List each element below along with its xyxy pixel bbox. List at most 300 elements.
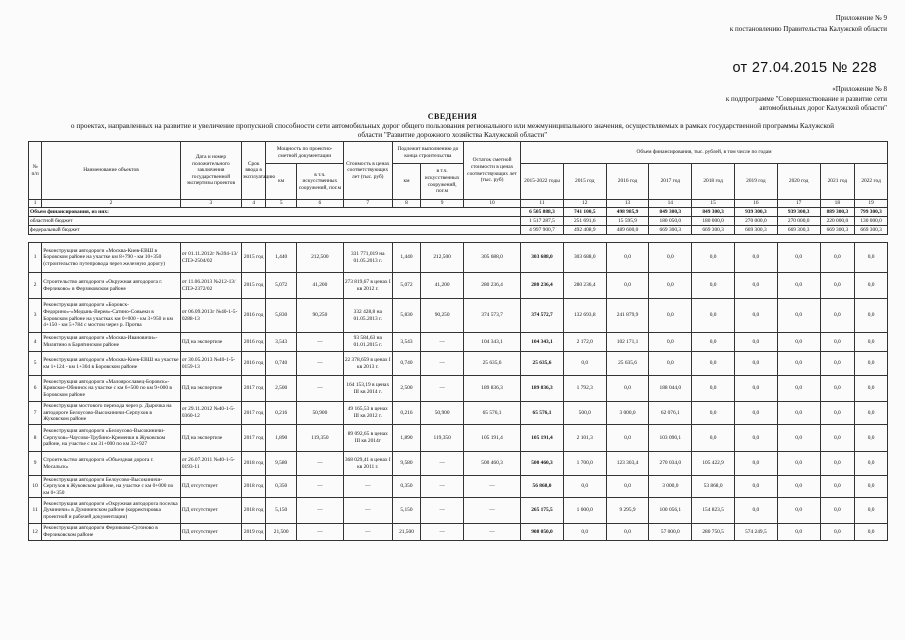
year-value: 0,0 bbox=[820, 376, 855, 402]
term-cell: 2017 год bbox=[241, 376, 265, 402]
year-value: 1 792,3 bbox=[563, 376, 606, 402]
column-index-cell: 13 bbox=[606, 200, 649, 208]
rest-cost: 374 573,7 bbox=[464, 299, 521, 333]
col-rest: Остаток сметной стоимости в ценах соответствующих лет (тыс. руб) bbox=[464, 142, 521, 200]
todo-km: 1,440 bbox=[392, 243, 421, 273]
summary-value: 741 100,5 bbox=[563, 208, 606, 217]
object-name: Реконструкция автодороги Белоусово-Высокиничи-Серпухов в Жуковском районе, на участке с км 0+000 по км 0+350 bbox=[42, 476, 181, 498]
summary-value: 939 300,3 bbox=[777, 208, 820, 217]
year-value: 280 236,4 bbox=[563, 273, 606, 299]
power-km: 5,150 bbox=[266, 498, 297, 524]
year-value: 0,0 bbox=[734, 299, 777, 333]
power-art: — bbox=[296, 376, 343, 402]
expertise-ref: от 30.05.2013 №40-1-5-0159-13 bbox=[180, 352, 241, 376]
total-financing: 303 688,0 bbox=[521, 243, 564, 273]
object-name: Реконструкция автодороги «Москва-Киев-ЕВШ в Боровском районе на участке км 8+790 - км 10+350 (строительство путепровода через железную дорогу) bbox=[42, 243, 181, 273]
year-value: 132 693,8 bbox=[563, 299, 606, 333]
row-number: 3 bbox=[29, 299, 42, 333]
col-year: 2022 год bbox=[855, 164, 888, 200]
year-value: 270 034,0 bbox=[649, 452, 692, 476]
cost-cell: 332 428,8 на 01.05.2013 г. bbox=[343, 299, 392, 333]
year-value: 0,0 bbox=[563, 476, 606, 498]
year-value: 0,0 bbox=[820, 352, 855, 376]
power-km: 5,072 bbox=[266, 273, 297, 299]
year-value: 0,0 bbox=[734, 243, 777, 273]
expertise-ref: ПД отсутствует bbox=[180, 498, 241, 524]
todo-km: 2,500 bbox=[392, 376, 421, 402]
todo-km: 3,543 bbox=[392, 333, 421, 352]
todo-art: 212,500 bbox=[421, 243, 464, 273]
todo-art: 41,200 bbox=[421, 273, 464, 299]
row-number: 11 bbox=[29, 498, 42, 524]
year-value: 0,0 bbox=[692, 299, 735, 333]
todo-art: — bbox=[421, 476, 464, 498]
year-value: 0,0 bbox=[820, 452, 855, 476]
year-value: 0,0 bbox=[855, 352, 888, 376]
summary-value: 270 000,0 bbox=[777, 217, 820, 226]
year-value: 0,0 bbox=[820, 498, 855, 524]
col-year: 2019 год bbox=[734, 164, 777, 200]
year-value: 0,0 bbox=[563, 352, 606, 376]
cost-cell: 273 819,67 в ценах I кв 2012 г. bbox=[343, 273, 392, 299]
term-cell: 2016 год bbox=[241, 333, 265, 352]
summary-value: 498 985,9 bbox=[606, 208, 649, 217]
column-index-cell: 14 bbox=[649, 200, 692, 208]
year-value: 0,0 bbox=[820, 243, 855, 273]
year-value: 0,0 bbox=[855, 243, 888, 273]
row-number: 12 bbox=[29, 524, 42, 541]
year-value: 0,0 bbox=[606, 476, 649, 498]
year-value: 0,0 bbox=[692, 425, 735, 452]
cost-cell: 22 378,659 в ценах I кв 2013 г. bbox=[343, 352, 392, 376]
year-value: 0,0 bbox=[855, 333, 888, 352]
summary-row bbox=[29, 226, 888, 235]
year-value: 0,0 bbox=[606, 524, 649, 541]
year-value: 0,0 bbox=[606, 273, 649, 299]
col-year: 2020 год bbox=[777, 164, 820, 200]
year-value: 100 056,1 bbox=[649, 498, 692, 524]
row-number: 6 bbox=[29, 376, 42, 402]
object-name: Реконструкция автодороги «Москва-Ивановичи»-Милятино в Барятинском районе bbox=[42, 333, 181, 352]
col-power-km: км bbox=[266, 164, 297, 200]
year-value: 57 000,0 bbox=[649, 524, 692, 541]
row-number: 4 bbox=[29, 333, 42, 352]
object-name: Реконструкция автодороги Ферзиково-Сугоново в Ферзиковском районе bbox=[42, 524, 181, 541]
total-financing: 265 175,5 bbox=[521, 498, 564, 524]
row-number: 1 bbox=[29, 243, 42, 273]
summary-value: 669 300,3 bbox=[692, 226, 735, 235]
year-value: 0,0 bbox=[855, 402, 888, 425]
year-value: 0,0 bbox=[820, 524, 855, 541]
summary-label: Объем финансирования, из них: bbox=[29, 208, 521, 217]
term-cell: 2017 год bbox=[241, 425, 265, 452]
power-art: 41,200 bbox=[296, 273, 343, 299]
year-value: 0,0 bbox=[855, 273, 888, 299]
project-row bbox=[29, 498, 888, 524]
year-value: 3 000,0 bbox=[606, 402, 649, 425]
year-value: 0,0 bbox=[563, 524, 606, 541]
summary-value: 799 300,3 bbox=[855, 208, 888, 217]
total-financing: 374 572,7 bbox=[521, 299, 564, 333]
year-value: 1 700,0 bbox=[563, 452, 606, 476]
year-value: 0,0 bbox=[734, 452, 777, 476]
todo-km: 5,830 bbox=[392, 299, 421, 333]
year-value: 0,0 bbox=[855, 425, 888, 452]
year-value: 0,0 bbox=[649, 299, 692, 333]
total-financing: 189 836,3 bbox=[521, 376, 564, 402]
year-value: 188 044,0 bbox=[649, 376, 692, 402]
col-cost: Стоимость в ценах соответствующих лет (тыс. руб) bbox=[343, 142, 392, 200]
year-value: 2 172,0 bbox=[563, 333, 606, 352]
year-value: 1 000,0 bbox=[563, 498, 606, 524]
rest-cost: 25 635,6 bbox=[464, 352, 521, 376]
year-value: 0,0 bbox=[820, 402, 855, 425]
term-cell: 2018 год bbox=[241, 498, 265, 524]
row-number: 5 bbox=[29, 352, 42, 376]
year-value: 0,0 bbox=[777, 273, 820, 299]
col-year: 2018 год bbox=[692, 164, 735, 200]
year-value: 0,0 bbox=[777, 299, 820, 333]
year-value: 0,0 bbox=[855, 476, 888, 498]
summary-value: 669 300,3 bbox=[734, 226, 777, 235]
rest-cost: 500 460,3 bbox=[464, 452, 521, 476]
year-value: 0,0 bbox=[777, 425, 820, 452]
object-name: Строительство автодороги «Объездная дорога г. Мосальск» bbox=[42, 452, 181, 476]
expertise-ref: ПД на экспертизе bbox=[180, 425, 241, 452]
project-row bbox=[29, 524, 888, 541]
column-index-cell: 16 bbox=[734, 200, 777, 208]
summary-value: 669 300,3 bbox=[855, 226, 888, 235]
summary-value: 889 300,3 bbox=[820, 208, 855, 217]
column-index-cell: 4 bbox=[241, 200, 265, 208]
project-row bbox=[29, 299, 888, 333]
power-km: 9,580 bbox=[266, 452, 297, 476]
rest-cost: 305 688,0 bbox=[464, 243, 521, 273]
year-value: 0,0 bbox=[777, 333, 820, 352]
column-index-cell: 6 bbox=[296, 200, 343, 208]
term-cell: 2018 год bbox=[241, 476, 265, 498]
project-row bbox=[29, 273, 888, 299]
rest-cost: — bbox=[464, 524, 521, 541]
year-value: 0,0 bbox=[734, 273, 777, 299]
column-index-cell: 15 bbox=[692, 200, 735, 208]
column-index-cell: 5 bbox=[266, 200, 297, 208]
year-value: 0,0 bbox=[734, 425, 777, 452]
year-value: 574 249,5 bbox=[734, 524, 777, 541]
todo-art: — bbox=[421, 498, 464, 524]
summary-value: 939 300,3 bbox=[734, 208, 777, 217]
year-value: 0,0 bbox=[734, 402, 777, 425]
year-value: 0,0 bbox=[734, 333, 777, 352]
year-value: 2 101,3 bbox=[563, 425, 606, 452]
doc-heading: СВЕДЕНИЯ bbox=[427, 112, 478, 121]
appendix-label: Приложение № 9 bbox=[835, 14, 887, 22]
total-financing: 56 868,0 bbox=[521, 476, 564, 498]
power-art: — bbox=[296, 452, 343, 476]
todo-km: 0,216 bbox=[392, 402, 421, 425]
cost-cell: — bbox=[343, 524, 392, 541]
expertise-ref: от 26.07.2011 №40-1-5-0193-11 bbox=[180, 452, 241, 476]
program-line2: автомобильных дорог Калужской области" bbox=[759, 104, 887, 112]
program-line1: к подпрограмме "Совершенствование и развитие сети bbox=[725, 95, 887, 103]
year-value: 0,0 bbox=[855, 299, 888, 333]
col-year: 2016 год bbox=[606, 164, 649, 200]
col-num: № п/п bbox=[29, 142, 42, 200]
cost-cell: 93 584,63 на 01.01.2015 г. bbox=[343, 333, 392, 352]
column-index-cell: 8 bbox=[392, 200, 421, 208]
expertise-ref: ПД отсутствует bbox=[180, 524, 241, 541]
summary-value: 15 595,9 bbox=[606, 217, 649, 226]
power-km: 0,350 bbox=[266, 476, 297, 498]
year-value: 154 823,5 bbox=[692, 498, 735, 524]
summary-row bbox=[29, 208, 888, 217]
year-value: 241 879,9 bbox=[606, 299, 649, 333]
year-value: 0,0 bbox=[777, 402, 820, 425]
col-year: 2015 год bbox=[563, 164, 606, 200]
col-todo: Подлежит выполнению до конца строительства bbox=[392, 142, 463, 164]
summary-value: 492 408,9 bbox=[563, 226, 606, 235]
rest-cost: 189 836,3 bbox=[464, 376, 521, 402]
summary-value: 220 000,0 bbox=[820, 217, 855, 226]
object-name: Реконструкция автодороги «Белоусово-Высокиничи-Серпухов»-Чаусово-Трубино-Кременки в Жуковском районе, на участке с км 31+000 по км 32+927 bbox=[42, 425, 181, 452]
year-value: 0,0 bbox=[855, 498, 888, 524]
year-value: 0,0 bbox=[777, 452, 820, 476]
object-name: Реконструкция мостового перехода через р. Дырочка на автодороге Белоусово-Высокиничи-Серпухов в Жуковском районе bbox=[42, 402, 181, 425]
year-value: 0,0 bbox=[692, 352, 735, 376]
term-cell: 2018 год bbox=[241, 452, 265, 476]
year-value: 500,0 bbox=[563, 402, 606, 425]
expertise-ref: ПД отсутствует bbox=[180, 476, 241, 498]
todo-km: 0,740 bbox=[392, 352, 421, 376]
col-todo-art: в т.ч. искусственных сооружений, пог.м bbox=[421, 164, 464, 200]
column-index-cell: 18 bbox=[820, 200, 855, 208]
project-row bbox=[29, 376, 888, 402]
power-art: — bbox=[296, 524, 343, 541]
todo-art: — bbox=[421, 524, 464, 541]
power-km: 1,440 bbox=[266, 243, 297, 273]
year-value: 62 076,1 bbox=[649, 402, 692, 425]
summary-value: 849 300,3 bbox=[692, 208, 735, 217]
todo-km: 21,500 bbox=[392, 524, 421, 541]
col-power-art: в т.ч. искусственных сооружений, пог.м bbox=[296, 164, 343, 200]
spacer-row bbox=[29, 235, 888, 243]
year-value: 0,0 bbox=[606, 376, 649, 402]
year-value: 0,0 bbox=[734, 376, 777, 402]
object-name: Реконструкция автодороги «Окружная автодорога поселка Думиничи» в Думиничском районе (корректировка проектной и рабочей документации) bbox=[42, 498, 181, 524]
col-total: 2015-2022 годы bbox=[521, 164, 564, 200]
power-art: 90,250 bbox=[296, 299, 343, 333]
column-index-cell: 3 bbox=[180, 200, 241, 208]
expertise-ref: от 29.11.2012 №40-1-5-0360-12 bbox=[180, 402, 241, 425]
column-index-cell: 9 bbox=[421, 200, 464, 208]
total-financing: 908 050,0 bbox=[521, 524, 564, 541]
col-financing: Объем финансирования, тыс. рублей, в том числе по годам bbox=[521, 142, 888, 164]
total-financing: 65 576,1 bbox=[521, 402, 564, 425]
total-financing: 104 343,1 bbox=[521, 333, 564, 352]
summary-value: 669 300,3 bbox=[649, 226, 692, 235]
rest-cost: 104 343,1 bbox=[464, 333, 521, 352]
year-value: 9 295,9 bbox=[606, 498, 649, 524]
column-index-cell: 12 bbox=[563, 200, 606, 208]
expertise-ref: от 01.11.2012г №394-13/СПЭ-2504/02 bbox=[180, 243, 241, 273]
column-index-cell: 7 bbox=[343, 200, 392, 208]
summary-value: 180 000,0 bbox=[692, 217, 735, 226]
power-km: 1,890 bbox=[266, 425, 297, 452]
col-todo-km: км bbox=[392, 164, 421, 200]
rest-cost: — bbox=[464, 476, 521, 498]
todo-art: 50,900 bbox=[421, 402, 464, 425]
year-value: 303 688,0 bbox=[563, 243, 606, 273]
power-art: — bbox=[296, 352, 343, 376]
year-value: 0,0 bbox=[649, 243, 692, 273]
col-year: 2021 год bbox=[820, 164, 855, 200]
cost-cell: — bbox=[343, 498, 392, 524]
cost-cell: 49 165,53 в ценах III кв 2012 г. bbox=[343, 402, 392, 425]
summary-row bbox=[29, 217, 888, 226]
summary-value: 6 505 888,3 bbox=[521, 208, 564, 217]
term-cell: 2016 год bbox=[241, 299, 265, 333]
year-value: 0,0 bbox=[649, 352, 692, 376]
row-number: 2 bbox=[29, 273, 42, 299]
power-art: — bbox=[296, 476, 343, 498]
rest-cost: 65 576,1 bbox=[464, 402, 521, 425]
year-value: 0,0 bbox=[692, 243, 735, 273]
spacer-cell bbox=[29, 235, 888, 243]
object-name: Строительство автодороги «Окружная автодорога г. Ферзиково» в Ферзиковском районе bbox=[42, 273, 181, 299]
power-km: 3,543 bbox=[266, 333, 297, 352]
summary-value: 669 300,3 bbox=[777, 226, 820, 235]
year-value: 53 868,0 bbox=[692, 476, 735, 498]
year-value: 0,0 bbox=[734, 498, 777, 524]
term-cell: 2015 год bbox=[241, 243, 265, 273]
project-row bbox=[29, 476, 888, 498]
projects-table bbox=[28, 141, 888, 541]
row-number: 7 bbox=[29, 402, 42, 425]
cost-cell: 331 771,019 на 01.05.2013 г. bbox=[343, 243, 392, 273]
project-row bbox=[29, 352, 888, 376]
expertise-ref: от 11.06.2013 №212-13/СПЭ-2372/02 bbox=[180, 273, 241, 299]
todo-km: 9,580 bbox=[392, 452, 421, 476]
year-value: 0,0 bbox=[777, 498, 820, 524]
todo-art: 119,350 bbox=[421, 425, 464, 452]
power-km: 21,500 bbox=[266, 524, 297, 541]
todo-km: 5,150 bbox=[392, 498, 421, 524]
row-number: 8 bbox=[29, 425, 42, 452]
summary-label: областной бюджет bbox=[29, 217, 521, 226]
term-cell: 2017 год bbox=[241, 402, 265, 425]
power-km: 5,830 bbox=[266, 299, 297, 333]
cost-cell: 368 029,41 в ценах I кв 2011 г. bbox=[343, 452, 392, 476]
col-term: Срок ввода в эксплуатацию bbox=[241, 142, 265, 200]
col-power: Мощность по проектно-сметной документации bbox=[266, 142, 343, 164]
cost-cell: 89 092,65 в ценах III кв 2014г bbox=[343, 425, 392, 452]
year-value: 105 422,9 bbox=[692, 452, 735, 476]
summary-value: 489 600,0 bbox=[606, 226, 649, 235]
summary-value: 130 000,0 bbox=[855, 217, 888, 226]
summary-value: 669 300,3 bbox=[820, 226, 855, 235]
summary-label: федеральный бюджет bbox=[29, 226, 521, 235]
term-cell: 2016 год bbox=[241, 352, 265, 376]
expertise-ref: ПД на экспертизе bbox=[180, 333, 241, 352]
expertise-ref: ПД на экспертизе bbox=[180, 376, 241, 402]
project-row bbox=[29, 452, 888, 476]
total-financing: 105 191,4 bbox=[521, 425, 564, 452]
program-appendix: «Приложение № 8 bbox=[832, 85, 887, 93]
year-value: 0,0 bbox=[777, 376, 820, 402]
object-name: Реконструкция автодороги «Боровск-Федорино»-«Медынь-Верея»-Сатино-Совьеки в Боровском районе на участках км 0+000 - км 3+950 и км 4+150 - км 5+784 с мостом через р. Протва bbox=[42, 299, 181, 333]
project-row bbox=[29, 402, 888, 425]
todo-art: — bbox=[421, 376, 464, 402]
year-value: 3 000,0 bbox=[649, 476, 692, 498]
year-value: 0,0 bbox=[692, 333, 735, 352]
power-art: 119,350 bbox=[296, 425, 343, 452]
total-financing: 500 460,3 bbox=[521, 452, 564, 476]
todo-art: 90,250 bbox=[421, 299, 464, 333]
year-value: 0,0 bbox=[777, 243, 820, 273]
summary-value: 4 997 900,7 bbox=[521, 226, 564, 235]
year-value: 0,0 bbox=[855, 376, 888, 402]
column-index-cell: 11 bbox=[521, 200, 564, 208]
col-expertise: Дата и номер положительного заключения государственной экспертизы проектов bbox=[180, 142, 241, 200]
year-value: 0,0 bbox=[777, 476, 820, 498]
summary-value: 849 300,3 bbox=[649, 208, 692, 217]
row-number: 10 bbox=[29, 476, 42, 498]
col-year: 2017 год bbox=[649, 164, 692, 200]
doc-title-line2: области "Развитие дорожного хозяйства Калужской области" bbox=[357, 130, 548, 139]
object-name: Реконструкция автодороги «Москва-Киев-ЕВШ на участке км 1+124 - км 1+304 в Боровском районе bbox=[42, 352, 181, 376]
cost-cell: 164 153,19 в ценах III кв 2014 г. bbox=[343, 376, 392, 402]
summary-value: 1 517 287,5 bbox=[521, 217, 564, 226]
term-cell: 2015 год bbox=[241, 273, 265, 299]
column-index-cell: 17 bbox=[777, 200, 820, 208]
year-value: 0,0 bbox=[777, 524, 820, 541]
cost-cell: — bbox=[343, 476, 392, 498]
todo-art: — bbox=[421, 333, 464, 352]
todo-art: — bbox=[421, 452, 464, 476]
year-value: 0,0 bbox=[734, 352, 777, 376]
summary-value: 270 000,0 bbox=[734, 217, 777, 226]
row-number: 9 bbox=[29, 452, 42, 476]
year-value: 102 171,1 bbox=[606, 333, 649, 352]
year-value: 25 635,6 bbox=[606, 352, 649, 376]
year-value: 103 090,1 bbox=[649, 425, 692, 452]
year-value: 0,0 bbox=[820, 333, 855, 352]
todo-art: — bbox=[421, 352, 464, 376]
year-value: 0,0 bbox=[606, 243, 649, 273]
year-value: 0,0 bbox=[606, 425, 649, 452]
column-index-cell: 19 bbox=[855, 200, 888, 208]
rest-cost: — bbox=[464, 498, 521, 524]
power-art: — bbox=[296, 333, 343, 352]
power-art: 212,500 bbox=[296, 243, 343, 273]
year-value: 0,0 bbox=[692, 376, 735, 402]
order-date: от 27.04.2015 № 228 bbox=[732, 60, 877, 76]
year-value: 0,0 bbox=[692, 402, 735, 425]
year-value: 0,0 bbox=[820, 299, 855, 333]
column-index-cell: 1 bbox=[29, 200, 42, 208]
appendix-ref: к постановлению Правительства Калужской области bbox=[729, 25, 887, 33]
power-km: 2,500 bbox=[266, 376, 297, 402]
doc-title-line1: о проектах, направленных на развитие и увеличение пропускной способности сети автомобильных дорог общего пользования регионального или межмуниципального значения, осуществляемых в рамках государственной программы Калужской bbox=[70, 121, 835, 130]
total-financing: 280 236,4 bbox=[521, 273, 564, 299]
power-art: — bbox=[296, 498, 343, 524]
year-value: 0,0 bbox=[692, 273, 735, 299]
col-name: Наименование объектов bbox=[42, 142, 181, 200]
total-financing: 25 635,6 bbox=[521, 352, 564, 376]
rest-cost: 105 191,4 bbox=[464, 425, 521, 452]
year-value: 0,0 bbox=[820, 476, 855, 498]
year-value: 0,0 bbox=[820, 273, 855, 299]
